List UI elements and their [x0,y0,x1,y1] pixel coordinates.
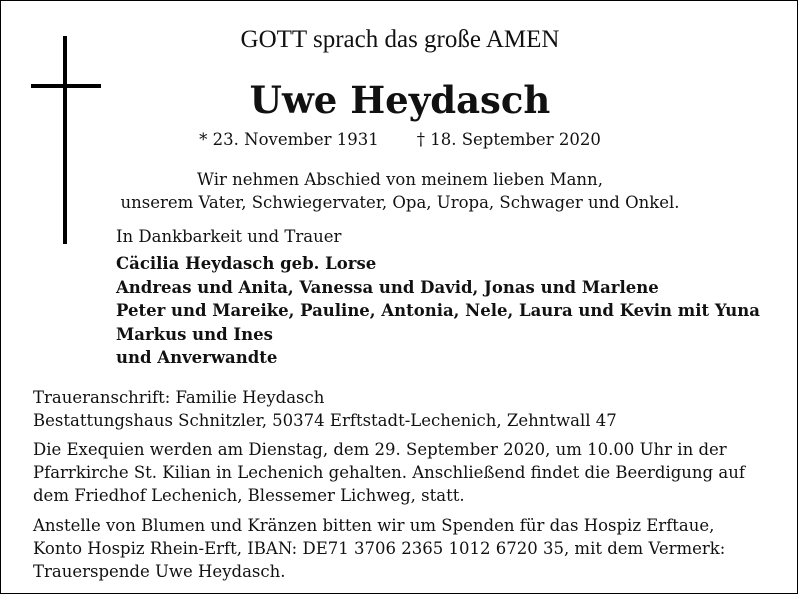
exequien-line: Pfarrkirche St. Kilian in Lechenich gehalten. Anschließend findet die Beerdigung auf [33,463,745,482]
farewell-line: unserem Vater, Schwiegervater, Opa, Uropa, Schwager und Onkel. [120,193,680,212]
exequien-paragraph [33,438,766,507]
exequien-line: dem Friedhof Lechenich, Blessemer Lichweg, statt. [33,486,465,505]
family-line: Peter und Mareike, Pauline, Antonia, Nele, Laura und Kevin mit Yuna [116,301,760,320]
thanks-line: In Dankbarkeit und Trauer [116,227,342,246]
life-dates [0,130,800,149]
mourning-address [33,386,617,432]
family-line: Cäcilia Heydasch geb. Lorse [116,254,377,273]
exequien-line: Die Exequien werden am Dienstag, dem 29. September 2020, um 10.00 Uhr in der [33,440,727,459]
farewell-line: Wir nehmen Abschied von meinem lieben Mann, [197,170,603,189]
motto: GOTT sprach das große AMEN [240,26,560,53]
family-line: und Anverwandte [116,348,278,367]
address-line: Traueranschrift: Familie Heydasch [33,388,325,407]
death-date: † 18. September 2020 [416,130,601,149]
family-line: Markus und Ines [116,324,273,344]
donation-line: Konto Hospiz Rhein-Erft, IBAN: DE71 3706 2365 1012 6720 35, mit dem Vermerk: [33,539,726,558]
birth-date: * 23. November 1931 [199,130,379,149]
donation-line: Anstelle von Blumen und Kränzen bitten wir um Spenden für das Hospiz Erftaue, [33,516,715,535]
deceased-name: Uwe Heydasch [249,78,551,122]
farewell-text [0,168,800,214]
donation-line: Trauerspende Uwe Heydasch. [33,562,286,581]
family-line: Andreas und Anita, Vanessa und David, Jonas und Marlene [116,277,659,297]
family-list [116,252,760,370]
donation-paragraph [33,514,766,583]
address-line: Bestattungshaus Schnitzler, 50374 Erftstadt-Lechenich, Zehntwall 47 [33,411,617,430]
